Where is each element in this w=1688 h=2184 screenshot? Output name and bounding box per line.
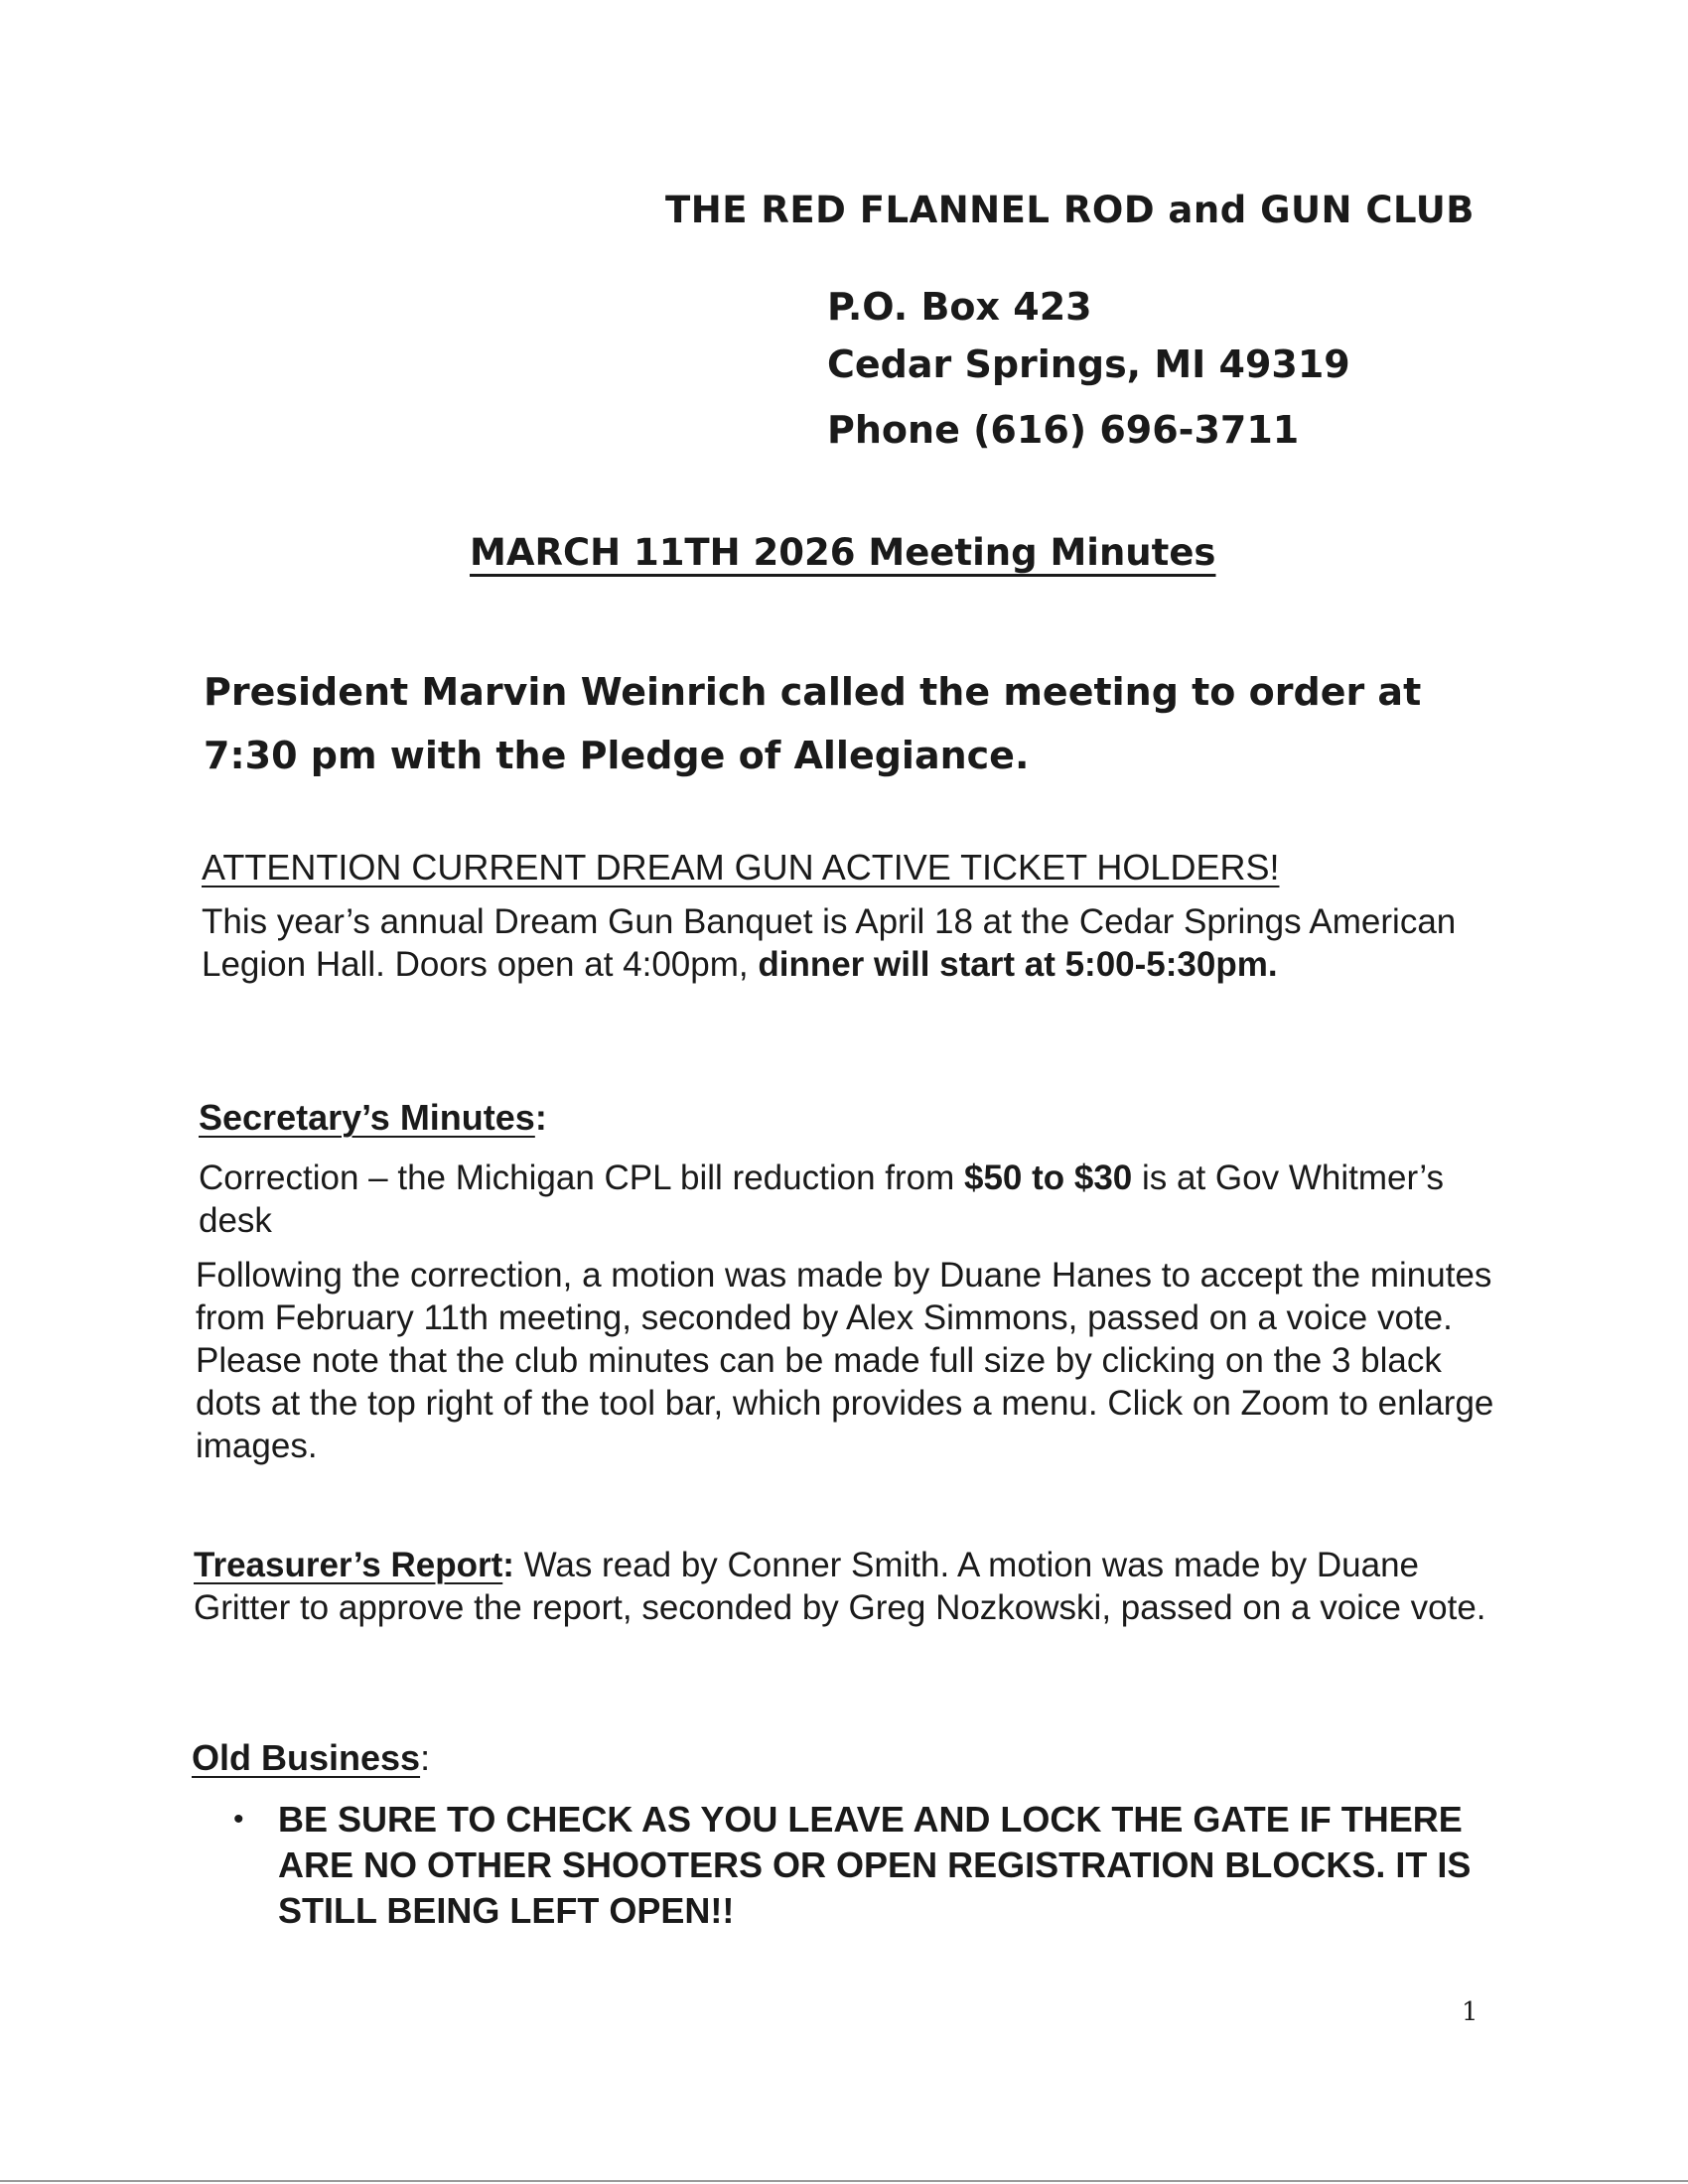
secretary-heading-colon: : (534, 1097, 547, 1138)
scan-edge-line (0, 2180, 1688, 2182)
list-item (233, 1797, 1475, 1934)
treasurer-paragraph (194, 1544, 1504, 1629)
secretary-heading (199, 1097, 547, 1139)
treasurer-heading: Treasurer’s Report (194, 1546, 503, 1584)
banquet-paragraph (202, 900, 1522, 986)
address-city: Cedar Springs, MI 49319 (827, 342, 1350, 386)
correction-paragraph (199, 1157, 1479, 1242)
correction-text-pre: Correction – the Michigan CPL bill reduction from (199, 1159, 964, 1197)
phone-number: Phone (616) 696-3711 (827, 408, 1300, 452)
secretary-heading-label: Secretary’s Minutes (199, 1097, 535, 1138)
page-number: 1 (1462, 1997, 1478, 2027)
address-po-box: P.O. Box 423 (827, 285, 1092, 329)
old-business-heading (192, 1737, 430, 1779)
attention-heading: ATTENTION CURRENT DREAM GUN ACTIVE TICKET HOLDERS! (202, 847, 1280, 887)
correction-text-post: is at Gov Whitmer’s desk (199, 1159, 1445, 1240)
old-business-heading-label: Old Business (192, 1737, 421, 1778)
page-title: MARCH 11TH 2026 Meeting Minutes (470, 531, 1216, 574)
minutes-motion-paragraph: Following the correction, a motion was made by Duane Hanes to accept the minutes from February 11th meeting, seconded by Alex Simmons, passed on a voice vote. Please note that the club minutes can be made full size by clicking on the 3 black dots at the top right of the tool bar, which provides a menu. Click on Zoom to enlarge images. (196, 1256, 1494, 1465)
correction-amount: $50 to $30 (964, 1159, 1133, 1197)
opening-line-2: 7:30 pm with the Pledge of Allegiance. (204, 734, 1030, 777)
treasurer-heading-colon: : (502, 1546, 514, 1584)
banquet-dinner-time: dinner will start at 5:00-5:30pm. (758, 945, 1278, 984)
banquet-text: This year’s annual Dream Gun Banquet is April 18 at the Cedar Springs American Legion Hall. Doors open at 4:00pm, (202, 902, 1457, 984)
bullet-icon: • (233, 1803, 244, 1836)
treasurer-text: Was read by Conner Smith. A motion was made by Duane Gritter to approve the report, seconded by Greg Nozkowski, passed on a voice vote. (194, 1546, 1486, 1627)
opening-statement (204, 660, 1494, 787)
opening-line-1: President Marvin Weinrich called the meeting to order at (204, 670, 1422, 714)
club-name: THE RED FLANNEL ROD and GUN CLUB (665, 189, 1476, 231)
old-business-heading-colon: : (420, 1737, 431, 1778)
old-business-item-text: BE SURE TO CHECK AS YOU LEAVE AND LOCK THE GATE IF THERE ARE NO OTHER SHOOTERS OR OPEN REGISTRATION BLOCKS. IT IS STILL BEING LEFT OPEN!! (278, 1799, 1472, 1931)
